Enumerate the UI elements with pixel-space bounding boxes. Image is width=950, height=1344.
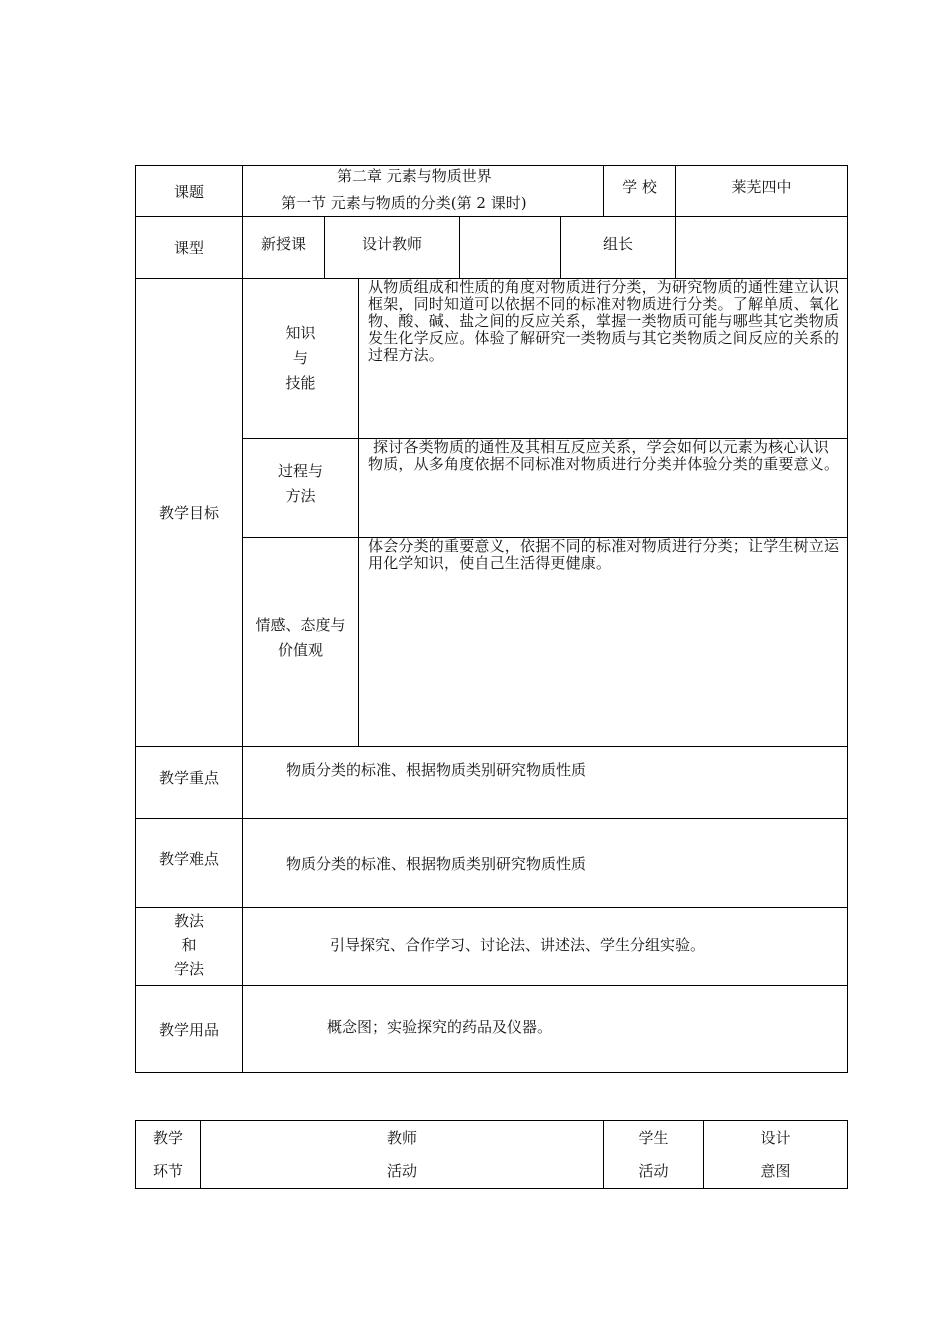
process-label-line: 方法 [285, 487, 316, 505]
header-intent-line: 意图 [760, 1161, 791, 1180]
emotion-label-line: 价值观 [277, 641, 323, 659]
type-label: 课型 [173, 239, 204, 257]
process-label-line: 过程与 [277, 462, 323, 480]
header-teacher-line: 活动 [386, 1161, 417, 1180]
header-teacher [201, 1121, 603, 1188]
knowledge-label-line: 技能 [285, 374, 316, 392]
header-stage-line: 教学 [152, 1128, 183, 1147]
leader-value[interactable] [676, 217, 847, 269]
key-points-text: 物质分类的标准、根据物质类别研究物质性质 [286, 761, 587, 779]
header-stage [136, 1121, 200, 1188]
school-label: 学 校 [622, 177, 657, 196]
header-intent [704, 1121, 847, 1188]
section-title: 第一节 元素与物质的分类(第 2 课时) [281, 194, 527, 212]
materials-text: 概念图；实验探究的药品及仪器。 [327, 1018, 553, 1036]
emotion-label [243, 600, 358, 676]
process-label [243, 446, 358, 522]
topic-label: 课题 [173, 182, 204, 201]
knowledge-text: 从物质组成和性质的角度对物质进行分类，为研究物质的通性建立认识框架，同时知道可以依据不同的标准对物质进行分类。了解单质、氧化物、酸、碱、盐之间的反应关系，掌握一类物质可能与哪些其它类物质发生化学反应。体验了解研究一类物质与其它类物质之间反应的关系的过程方法。 [368, 278, 840, 364]
topic-title [243, 166, 603, 216]
emotion-text: 体会分类的重要意义，依据不同的标准对物质进行分类；让学生树立运用化学知识，使自己生活得更健康。 [368, 537, 840, 572]
header-intent-line: 设计 [760, 1128, 791, 1147]
chapter-title: 第二章 元素与物质世界 [337, 167, 492, 185]
methods-label-line: 学法 [173, 960, 204, 978]
methods-label-line: 和 [181, 936, 197, 954]
header-student [604, 1121, 703, 1188]
school-value: 莱芜四中 [731, 177, 792, 196]
difficulties-label: 教学难点 [158, 849, 219, 868]
header-stage-line: 环节 [152, 1161, 183, 1180]
designer-label: 设计教师 [361, 234, 422, 253]
methods-label [136, 905, 242, 985]
methods-label-line: 教法 [173, 912, 204, 930]
designer-value[interactable] [460, 217, 560, 269]
process-text: 探讨各类物质的通性及其相互反应关系，学会如何以元素为核心认识物质，从多角度依据不同标准对物质进行分类并体验分类的重要意义。 [368, 438, 840, 473]
knowledge-label-line: 知识 [285, 324, 316, 342]
knowledge-label-line: 与 [292, 349, 308, 367]
goals-label: 教学目标 [158, 504, 219, 522]
key-points-label: 教学重点 [158, 768, 219, 787]
header-student-line: 学生 [638, 1128, 669, 1147]
type-value: 新授课 [260, 234, 306, 253]
materials-label: 教学用品 [158, 1020, 219, 1039]
difficulties-text: 物质分类的标准、根据物质类别研究物质性质 [286, 855, 587, 873]
methods-text: 引导探究、合作学习、讨论法、讲述法、学生分组实验。 [330, 936, 706, 954]
leader-label: 组长 [602, 234, 633, 253]
header-teacher-line: 教师 [386, 1128, 417, 1147]
knowledge-label [243, 279, 358, 438]
emotion-label-line: 情感、态度与 [255, 616, 346, 634]
header-student-line: 活动 [638, 1161, 669, 1180]
